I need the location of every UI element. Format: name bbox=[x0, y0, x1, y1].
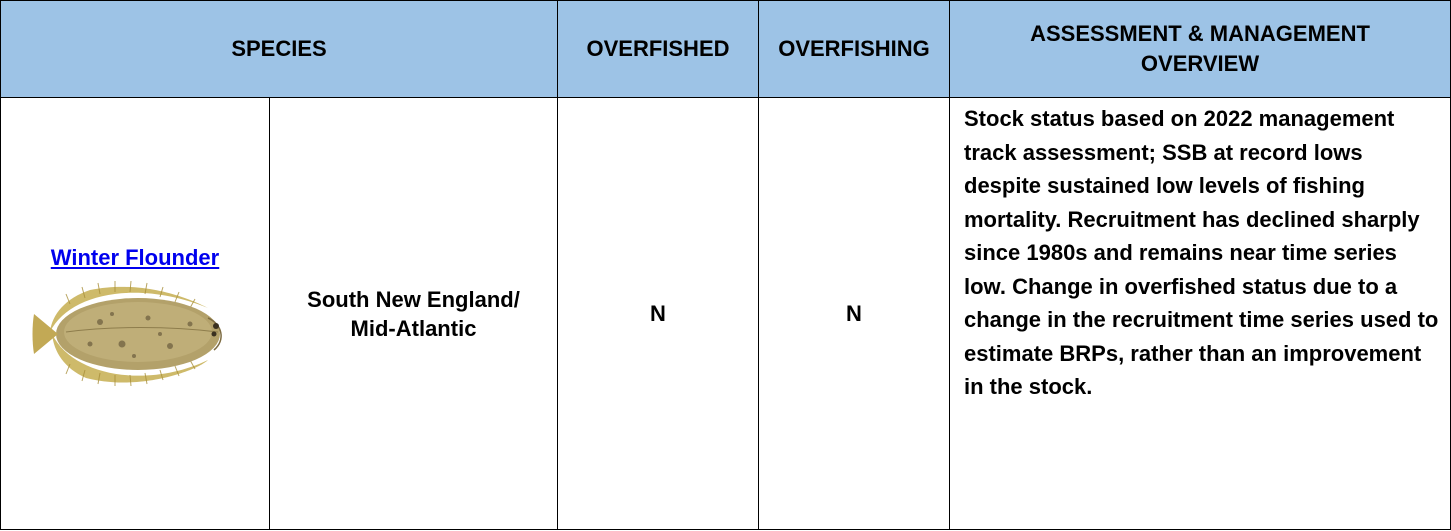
header-species-label: SPECIES bbox=[231, 36, 327, 61]
region-cell bbox=[270, 98, 558, 530]
region-line1: South New England/ bbox=[307, 286, 520, 312]
region-line2: Mid-Atlantic bbox=[350, 315, 477, 341]
overfishing-value: N bbox=[846, 300, 862, 326]
header-overview-line1: ASSESSMENT & MANAGEMENT bbox=[1030, 21, 1370, 46]
header-overfished bbox=[558, 1, 759, 98]
header-overfishing bbox=[759, 1, 950, 98]
header-overview bbox=[950, 1, 1451, 98]
species-cell bbox=[1, 98, 270, 530]
overfished-cell bbox=[558, 98, 759, 530]
header-overfishing-label: OVERFISHING bbox=[778, 36, 930, 61]
species-link-winter-flounder[interactable]: Winter Flounder bbox=[50, 244, 220, 270]
overfishing-cell bbox=[759, 98, 950, 530]
overview-cell bbox=[950, 98, 1451, 530]
header-row bbox=[1, 1, 1451, 98]
header-overfished-label: OVERFISHED bbox=[586, 36, 730, 61]
overfished-value: N bbox=[650, 300, 666, 326]
overview-text: Stock status based on 2022 management track assessment; SSB at record lows despite sustained low levels of fishing mortality. Recruitment has declined sharply since 1980s and remains near time series low. Change in overfished status due to a change in the recruitment time series used to estimate BRPs, rather than an improvement in the stock. bbox=[964, 106, 1439, 399]
winter-flounder-icon bbox=[30, 274, 240, 392]
header-species bbox=[1, 1, 558, 98]
header-overview-line2: OVERVIEW bbox=[1140, 51, 1260, 76]
table-row bbox=[1, 98, 1451, 530]
